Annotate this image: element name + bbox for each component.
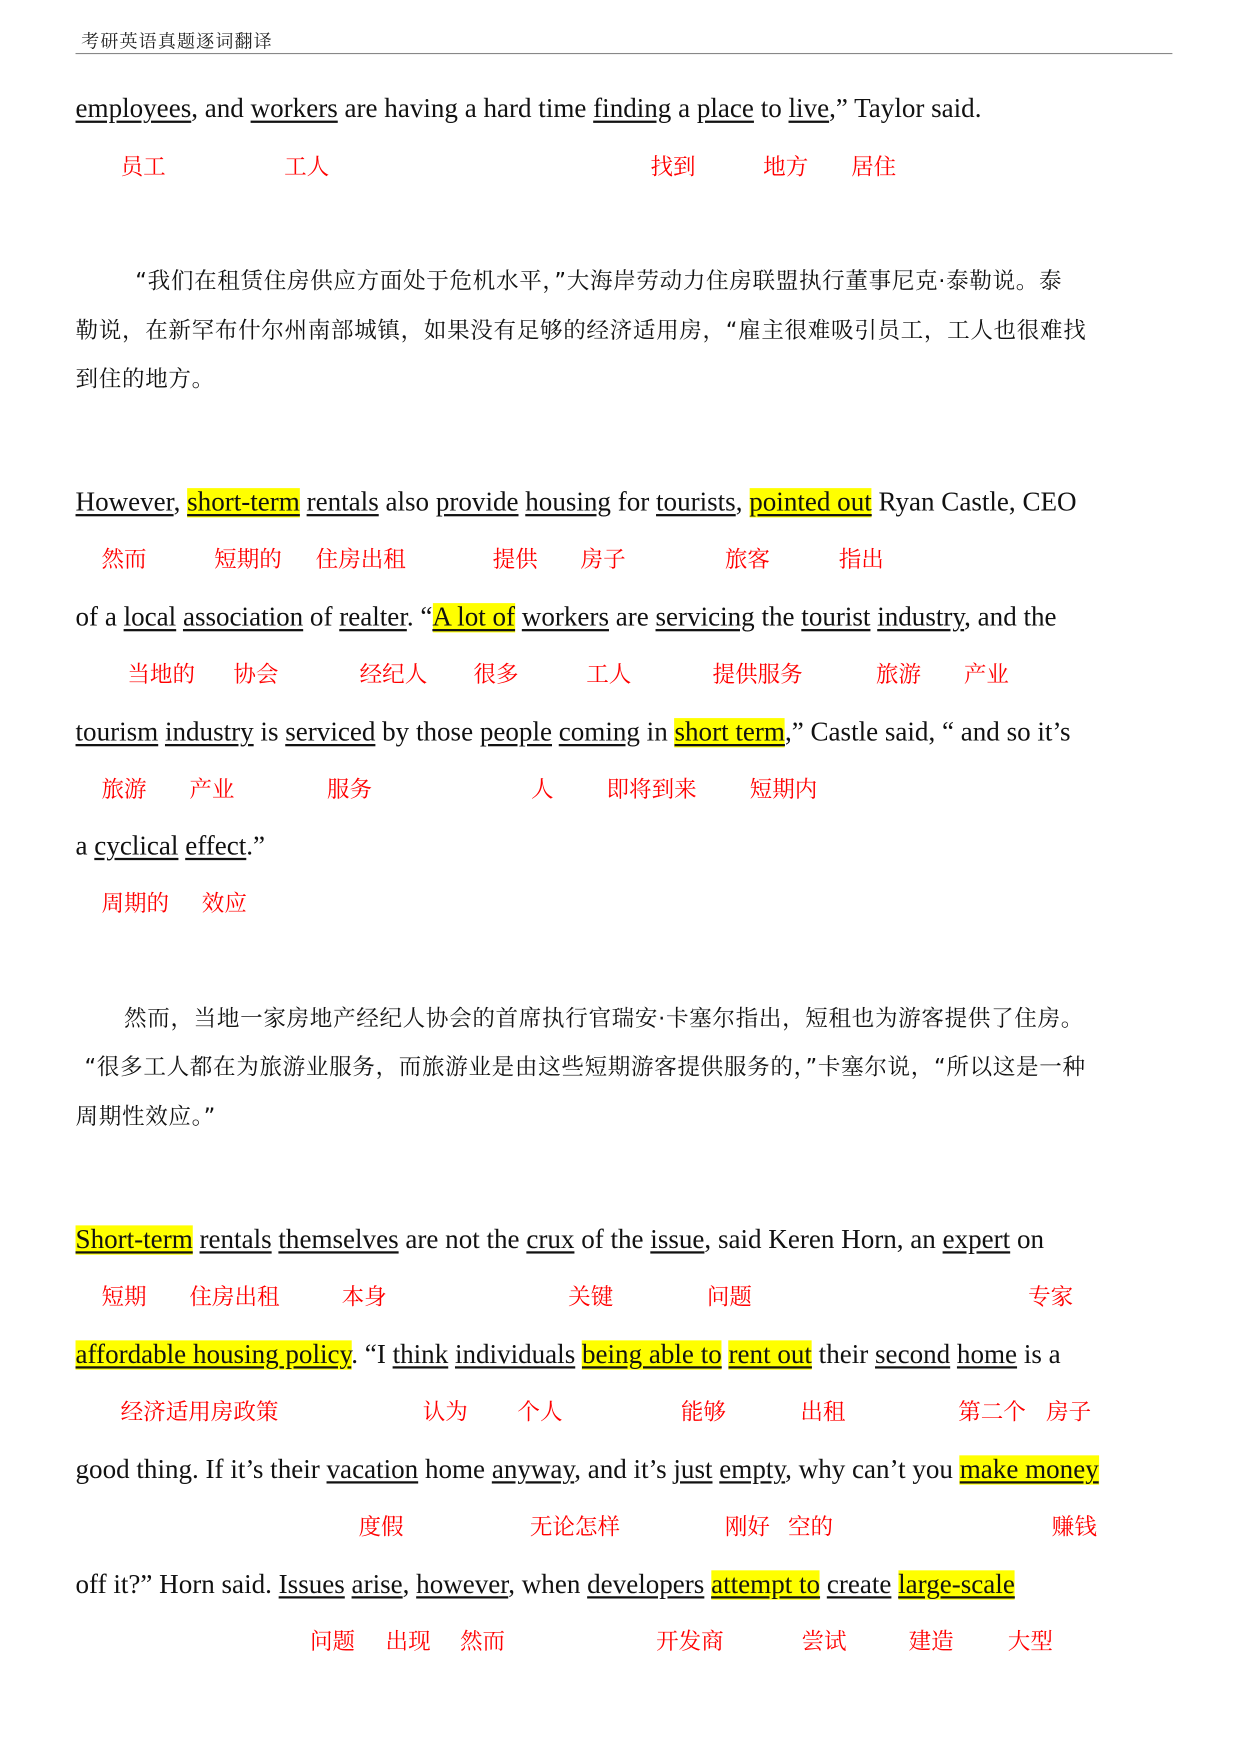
underlined-word: servicing bbox=[655, 603, 755, 633]
text-segment: . “ bbox=[406, 603, 433, 633]
highlighted-phrase: being able to bbox=[582, 1340, 722, 1370]
underlined-word: cyclical bbox=[94, 831, 179, 862]
underlined-word: create bbox=[826, 1570, 892, 1600]
text-segment: a bbox=[75, 831, 95, 862]
gloss-translation: 大型 bbox=[1007, 1627, 1053, 1655]
chinese-translation-line: 到住的地方。 bbox=[75, 365, 215, 393]
underlined-word: second bbox=[875, 1340, 951, 1370]
english-line bbox=[76, 830, 266, 864]
highlighted-phrase: attempt to bbox=[711, 1570, 821, 1600]
text-segment bbox=[345, 1570, 352, 1599]
highlighted-phrase: large-scale bbox=[898, 1570, 1015, 1600]
text-segment: are not the bbox=[398, 1225, 527, 1255]
gloss-translation: 即将到来 bbox=[606, 775, 697, 803]
highlighted-phrase: A lot of bbox=[432, 603, 516, 633]
gloss-translation: 第二个 bbox=[958, 1397, 1026, 1425]
text-segment: , when bbox=[508, 1570, 588, 1600]
text-segment bbox=[300, 488, 307, 517]
text-segment: home bbox=[418, 1455, 492, 1485]
gloss-translation: 赚钱 bbox=[1051, 1512, 1097, 1540]
gloss-translation: 个人 bbox=[517, 1397, 563, 1425]
gloss-translation: 空的 bbox=[787, 1512, 834, 1540]
text-segment: the bbox=[754, 603, 802, 633]
text-segment: , why can’t you bbox=[785, 1455, 960, 1485]
english-line bbox=[76, 92, 982, 126]
gloss-translation: 出现 bbox=[385, 1627, 431, 1655]
underlined-word: housing bbox=[525, 488, 611, 518]
gloss-translation: 提供服务 bbox=[712, 660, 803, 688]
gloss-translation: 员工 bbox=[120, 153, 166, 181]
gloss-translation: 当地的 bbox=[127, 660, 196, 688]
gloss-translation: 找到 bbox=[650, 153, 696, 181]
underlined-word: association bbox=[182, 603, 304, 633]
gloss-translation: 问题 bbox=[706, 1282, 752, 1310]
underlined-word: Issues bbox=[278, 1570, 345, 1600]
gloss-translation: 尝试 bbox=[801, 1627, 847, 1655]
text-segment: are having a hard time bbox=[337, 94, 594, 125]
chinese-translation-line: “很多工人都在为旅游业服务，而旅游业是由这些短期游客提供服务的，”卡塞尔说，“所以这是一种 bbox=[84, 1052, 1086, 1080]
text-segment: ,” Castle said, “ and so it’s bbox=[784, 718, 1071, 748]
underlined-word: serviced bbox=[285, 718, 376, 748]
gloss-translation: 工人 bbox=[586, 660, 632, 688]
underlined-word: realter bbox=[339, 603, 407, 633]
header-divider bbox=[76, 53, 1173, 54]
underlined-word: local bbox=[123, 603, 177, 633]
highlighted-phrase: short term bbox=[674, 718, 785, 748]
underlined-word: finding bbox=[593, 94, 672, 125]
text-segment: of a bbox=[75, 603, 124, 633]
gloss-translation: 短期 bbox=[101, 1282, 147, 1310]
chinese-translation-line: 然而，当地一家房地产经纪人协会的首席执行官瑞安·卡塞尔指出，短租也为游客提供了住房。 bbox=[124, 1004, 1084, 1032]
text-segment: of the bbox=[574, 1225, 651, 1255]
underlined-word: employees bbox=[75, 94, 192, 125]
underlined-word: empty bbox=[719, 1455, 786, 1485]
page-header-title: 考研英语真题逐词翻译 bbox=[81, 30, 273, 52]
text-segment: by those bbox=[375, 718, 480, 748]
gloss-translation: 认为 bbox=[422, 1397, 468, 1425]
text-segment: is a bbox=[1017, 1340, 1061, 1370]
gloss-translation: 人 bbox=[530, 775, 554, 803]
gloss-translation: 旅游 bbox=[101, 775, 147, 803]
english-line bbox=[76, 1568, 1015, 1602]
gloss-translation: 地方 bbox=[763, 153, 809, 181]
english-line bbox=[76, 1453, 1099, 1487]
underlined-word: just bbox=[673, 1455, 713, 1485]
underlined-word: industry bbox=[877, 603, 965, 633]
gloss-translation: 旅客 bbox=[724, 545, 770, 573]
english-line bbox=[76, 486, 1077, 520]
underlined-word: workers bbox=[521, 603, 609, 633]
text-segment: , and it’s bbox=[574, 1455, 674, 1485]
gloss-translation: 服务 bbox=[326, 775, 373, 803]
underlined-word: themselves bbox=[278, 1225, 399, 1255]
text-segment: Ryan Castle, CEO bbox=[871, 488, 1077, 518]
english-line bbox=[76, 716, 1071, 750]
underlined-word: think bbox=[392, 1340, 449, 1370]
gloss-translation: 效应 bbox=[201, 889, 247, 917]
gloss-translation: 度假 bbox=[358, 1512, 404, 1540]
text-segment: are bbox=[608, 603, 656, 633]
gloss-translation: 开发商 bbox=[656, 1627, 724, 1655]
gloss-translation: 住房出租 bbox=[315, 545, 406, 573]
gloss-translation: 房子 bbox=[1046, 1397, 1092, 1425]
gloss-translation: 产业 bbox=[189, 775, 235, 803]
underlined-word: live bbox=[788, 94, 830, 125]
gloss-translation: 问题 bbox=[310, 1627, 356, 1655]
gloss-translation: 经济适用房政策 bbox=[120, 1397, 279, 1425]
text-segment bbox=[448, 1340, 455, 1369]
chinese-translation-line: 勒说，在新罕布什尔州南部城镇，如果没有足够的经济适用房，“雇主很难吸引员工，工人也很难找 bbox=[75, 316, 1087, 344]
gloss-translation: 指出 bbox=[838, 545, 884, 573]
text-segment: good thing. If it’s their bbox=[75, 1455, 327, 1485]
gloss-translation: 协会 bbox=[233, 660, 279, 688]
gloss-translation: 短期内 bbox=[749, 775, 818, 803]
gloss-translation: 产业 bbox=[963, 660, 1009, 688]
underlined-word: crux bbox=[526, 1225, 575, 1255]
text-segment bbox=[519, 488, 526, 517]
text-segment bbox=[552, 718, 559, 747]
gloss-translation: 很多 bbox=[473, 660, 519, 688]
underlined-word: arise bbox=[351, 1570, 403, 1600]
text-segment: for bbox=[610, 488, 657, 518]
highlighted-phrase: make money bbox=[959, 1455, 1099, 1485]
underlined-word: expert bbox=[942, 1225, 1011, 1255]
underlined-word: coming bbox=[558, 718, 640, 748]
underlined-word: rentals bbox=[306, 488, 379, 518]
gloss-translation: 工人 bbox=[284, 153, 330, 181]
underlined-word: However bbox=[75, 488, 174, 518]
underlined-word: tourism bbox=[75, 718, 159, 748]
gloss-translation: 提供 bbox=[492, 545, 538, 573]
chinese-translation-line: 周期性效应。” bbox=[75, 1102, 216, 1130]
text-segment bbox=[193, 1225, 200, 1254]
chinese-translation-line: “我们在租赁住房供应方面处于危机水平，”大海岸劳动力住房联盟执行董事尼克·泰勒说。泰 bbox=[135, 267, 1063, 295]
text-segment bbox=[515, 603, 522, 632]
underlined-word: however bbox=[416, 1570, 509, 1600]
gloss-translation: 无论怎样 bbox=[529, 1512, 621, 1540]
text-segment: ,” Taylor said. bbox=[829, 94, 982, 125]
gloss-translation: 然而 bbox=[101, 545, 147, 573]
text-segment: off it?” Horn said. bbox=[75, 1570, 279, 1600]
text-segment: , bbox=[402, 1570, 417, 1600]
underlined-word: developers bbox=[587, 1570, 705, 1600]
gloss-translation: 房子 bbox=[580, 545, 626, 573]
gloss-translation: 建造 bbox=[908, 1627, 954, 1655]
text-segment: , bbox=[173, 488, 188, 518]
underlined-word: home bbox=[956, 1340, 1018, 1370]
underlined-word: vacation bbox=[326, 1455, 419, 1485]
underlined-word: tourist bbox=[801, 603, 871, 633]
text-segment: , bbox=[735, 488, 750, 518]
text-segment: also bbox=[378, 488, 436, 518]
underlined-word: effect bbox=[185, 831, 247, 862]
text-segment: is bbox=[253, 718, 286, 748]
gloss-translation: 出租 bbox=[800, 1397, 846, 1425]
text-segment: in bbox=[639, 718, 675, 748]
underlined-word: anyway bbox=[491, 1455, 575, 1485]
text-segment: of bbox=[303, 603, 340, 633]
text-segment: , and the bbox=[964, 603, 1057, 633]
underlined-word: provide bbox=[435, 488, 519, 518]
text-segment: , said Keren Horn, an bbox=[704, 1225, 943, 1255]
gloss-translation: 关键 bbox=[568, 1282, 614, 1310]
gloss-translation: 经纪人 bbox=[359, 660, 428, 688]
english-line bbox=[76, 601, 1057, 635]
text-segment bbox=[704, 1570, 711, 1599]
text-segment: on bbox=[1010, 1225, 1045, 1255]
gloss-translation: 刚好 bbox=[724, 1512, 770, 1540]
text-segment bbox=[950, 1340, 957, 1369]
english-line bbox=[76, 1223, 1044, 1257]
text-segment: their bbox=[811, 1340, 876, 1370]
gloss-translation: 本身 bbox=[341, 1282, 387, 1310]
underlined-word: place bbox=[696, 94, 754, 125]
text-segment: a bbox=[671, 94, 697, 125]
underlined-word: industry bbox=[164, 718, 254, 748]
underlined-word: individuals bbox=[454, 1340, 576, 1370]
text-segment bbox=[891, 1570, 898, 1599]
text-segment: , and bbox=[191, 94, 251, 125]
highlighted-phrase: rent out bbox=[728, 1340, 812, 1370]
gloss-translation: 居住 bbox=[851, 153, 897, 181]
underlined-word: people bbox=[479, 718, 552, 748]
text-segment: . “I bbox=[351, 1340, 393, 1370]
text-segment bbox=[272, 1225, 279, 1254]
underlined-word: rentals bbox=[199, 1225, 272, 1255]
english-line bbox=[76, 1338, 1061, 1372]
gloss-translation: 能够 bbox=[680, 1397, 726, 1425]
highlighted-phrase: pointed out bbox=[749, 488, 872, 518]
underlined-word: issue bbox=[650, 1225, 705, 1255]
gloss-translation: 短期的 bbox=[214, 545, 282, 573]
highlighted-phrase: Short-term bbox=[75, 1225, 193, 1255]
text-segment: .” bbox=[246, 831, 266, 862]
gloss-translation: 然而 bbox=[459, 1627, 506, 1655]
text-segment: to bbox=[753, 94, 789, 125]
gloss-translation: 住房出租 bbox=[189, 1282, 280, 1310]
gloss-translation: 专家 bbox=[1028, 1282, 1074, 1310]
gloss-translation: 旅游 bbox=[875, 660, 922, 688]
highlighted-phrase: affordable housing policy bbox=[75, 1340, 352, 1370]
gloss-translation: 周期的 bbox=[101, 889, 170, 917]
underlined-word: workers bbox=[250, 94, 338, 125]
underlined-word: tourists bbox=[656, 488, 736, 518]
highlighted-phrase: short-term bbox=[187, 488, 300, 518]
